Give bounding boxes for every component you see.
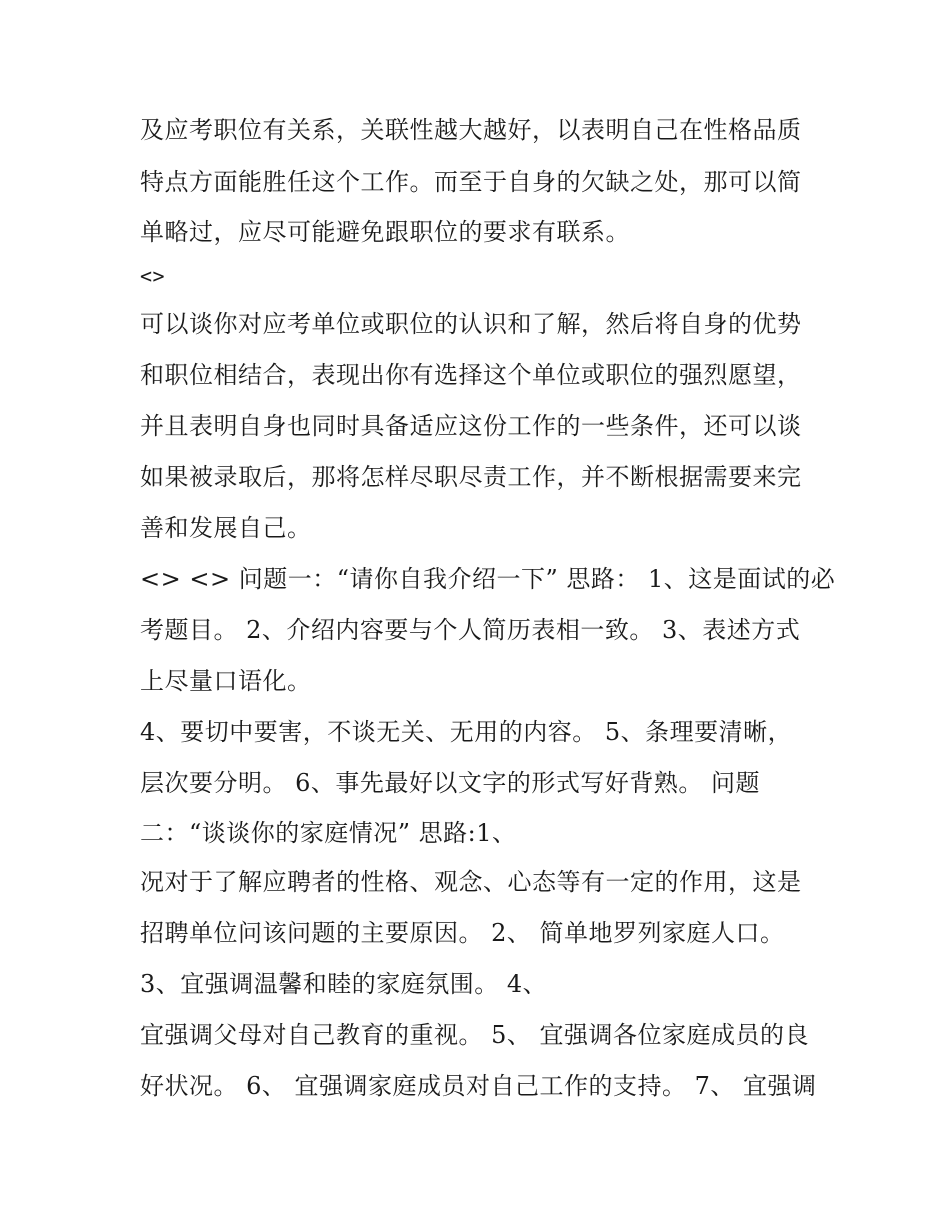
- text-line: 4、要切中要害，不谈无关、无用的内容。 5、条理要清晰，: [140, 718, 793, 746]
- text-line: 况对于了解应聘者的性格、观念、心态等有一定的作用，这是: [140, 868, 802, 896]
- text-line: 好状况。 6、 宜强调家庭成员对自己工作的支持。 7、 宜强调: [140, 1072, 817, 1100]
- text-line: 考题目。 2、介绍内容要与个人简历表相一致。 3、表述方式: [140, 616, 801, 644]
- text-line: 并且表明自身也同时具备适应这份工作的一些条件，还可以谈: [140, 412, 802, 440]
- text-line: 特点方面能胜任这个工作。而至于自身的欠缺之处，那可以简: [140, 168, 802, 196]
- text-line: 二：“谈谈你的家庭情况” 思路:1、: [140, 819, 517, 847]
- text-line: 招聘单位问该问题的主要原因。 2、 简单地罗列家庭人口。: [140, 919, 785, 947]
- text-line: 3、宜强调温馨和睦的家庭氛围。 4、: [140, 970, 548, 998]
- text-line: <> <> 问题一：“请你自我介绍一下” 思路： 1、这是面试的必: [140, 565, 836, 593]
- text-line: 宜强调父母对自己教育的重视。 5、 宜强调各位家庭成员的良: [140, 1021, 810, 1049]
- text-line: 层次要分明。 6、事先最好以文字的形式写好背熟。 问题: [140, 769, 761, 797]
- text-line: 单略过，应尽可能避免跟职位的要求有联系。: [140, 218, 630, 246]
- text-line: 和职位相结合，表现出你有选择这个单位或职位的强烈愿望，: [140, 361, 802, 389]
- text-line: 上尽量口语化。: [140, 667, 312, 695]
- text-line: <>: [140, 264, 166, 288]
- text-line: 可以谈你对应考单位或职位的认识和了解，然后将自身的优势: [140, 310, 802, 338]
- text-line: 及应考职位有关系，关联性越大越好，以表明自己在性格品质: [140, 116, 802, 144]
- text-line: 如果被录取后，那将怎样尽职尽责工作，并不断根据需要来完: [140, 463, 802, 491]
- text-line: 善和发展自己。: [140, 514, 312, 542]
